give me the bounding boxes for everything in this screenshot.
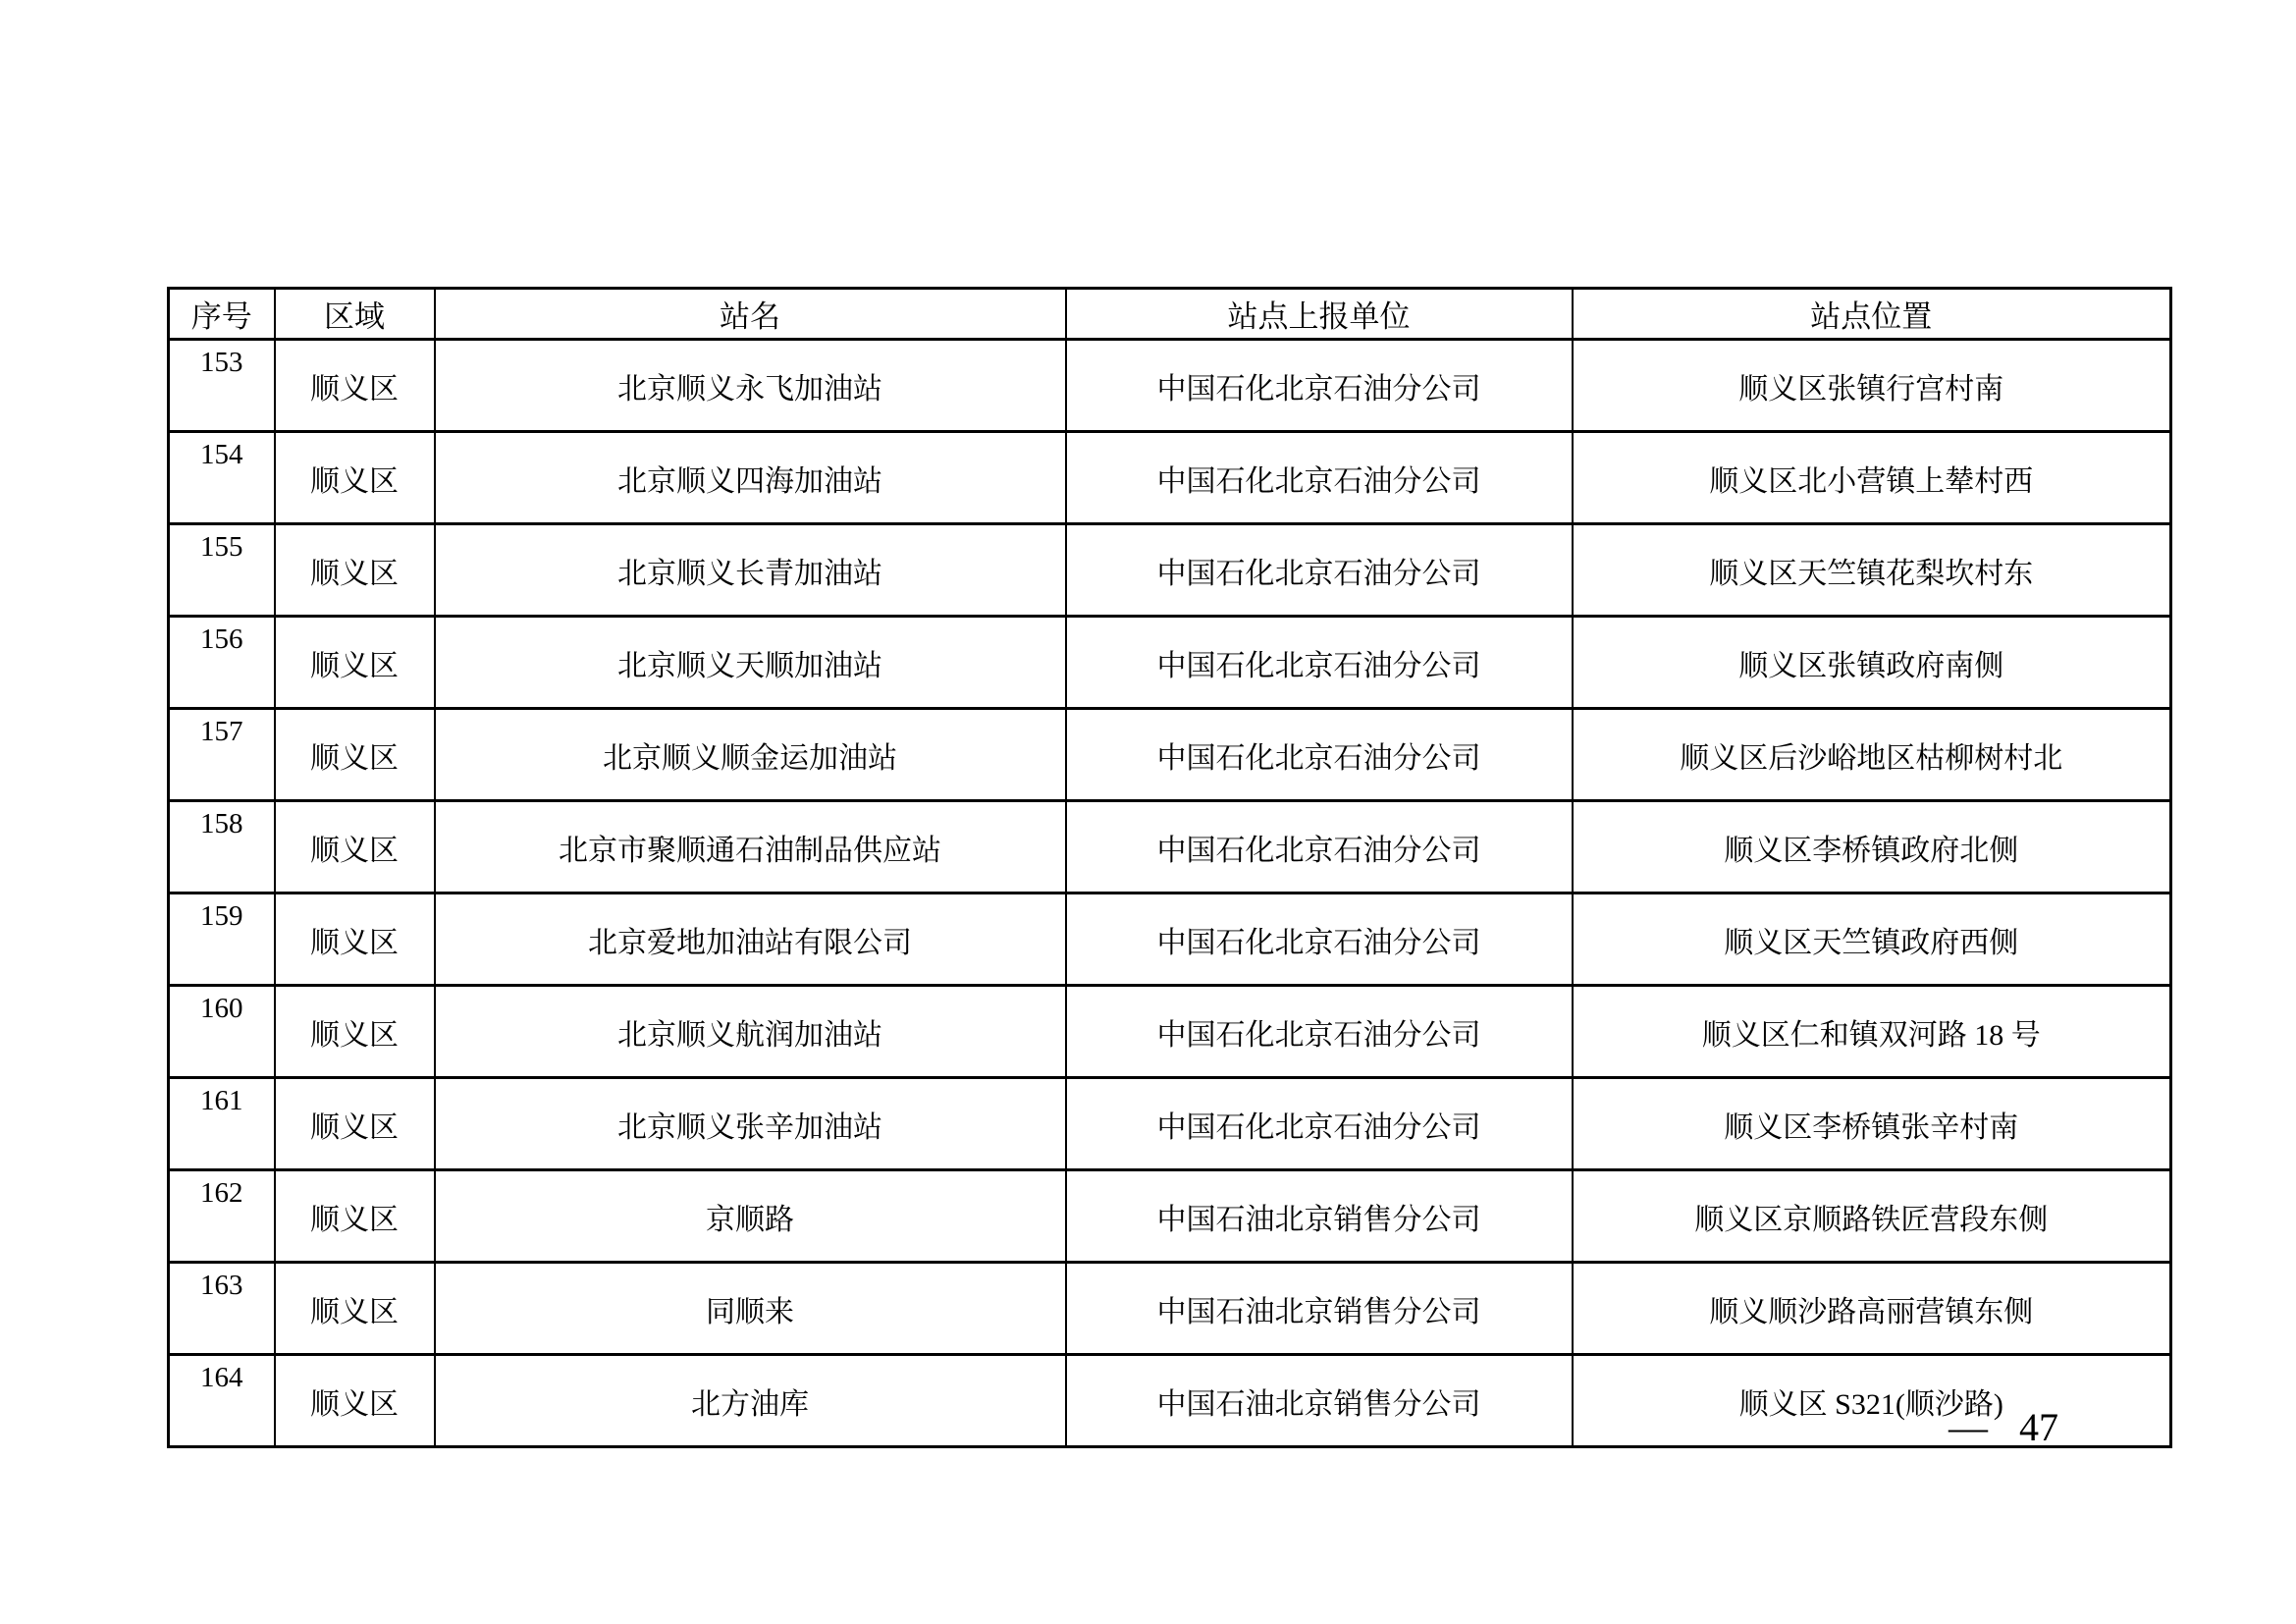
- column-header-station-name: 站名: [435, 289, 1066, 340]
- cell-region: 顺义区: [275, 1355, 435, 1447]
- cell-region: 顺义区: [275, 432, 435, 524]
- cell-location: 顺义区天竺镇政府西侧: [1573, 893, 2171, 986]
- page-number: — 47: [1949, 1405, 2058, 1449]
- cell-region: 顺义区: [275, 893, 435, 986]
- cell-serial: 157: [169, 709, 275, 801]
- cell-region: 顺义区: [275, 340, 435, 432]
- cell-region: 顺义区: [275, 1170, 435, 1263]
- table-row: [169, 524, 2171, 617]
- cell-serial: 153: [169, 340, 275, 432]
- cell-reporting-unit: 中国石化北京石油分公司: [1066, 986, 1573, 1078]
- cell-reporting-unit: 中国石化北京石油分公司: [1066, 524, 1573, 617]
- table-row: [169, 893, 2171, 986]
- stations-table: [167, 287, 2172, 1448]
- cell-reporting-unit: 中国石化北京石油分公司: [1066, 709, 1573, 801]
- column-header-serial: 序号: [169, 289, 275, 340]
- table-body: [169, 340, 2171, 1447]
- cell-reporting-unit: 中国石化北京石油分公司: [1066, 893, 1573, 986]
- cell-region: 顺义区: [275, 617, 435, 709]
- cell-station-name: 北京爱地加油站有限公司: [435, 893, 1066, 986]
- cell-serial: 158: [169, 801, 275, 893]
- cell-serial: 162: [169, 1170, 275, 1263]
- cell-location: 顺义区北小营镇上辇村西: [1573, 432, 2171, 524]
- table-row: [169, 340, 2171, 432]
- cell-station-name: 北京顺义天顺加油站: [435, 617, 1066, 709]
- cell-station-name: 北方油库: [435, 1355, 1066, 1447]
- cell-serial: 161: [169, 1078, 275, 1170]
- cell-serial: 163: [169, 1263, 275, 1355]
- cell-station-name: 北京市聚顺通石油制品供应站: [435, 801, 1066, 893]
- cell-region: 顺义区: [275, 1078, 435, 1170]
- cell-reporting-unit: 中国石油北京销售分公司: [1066, 1355, 1573, 1447]
- cell-location: 顺义区张镇政府南侧: [1573, 617, 2171, 709]
- cell-reporting-unit: 中国石化北京石油分公司: [1066, 801, 1573, 893]
- cell-reporting-unit: 中国石化北京石油分公司: [1066, 617, 1573, 709]
- table-row: [169, 1263, 2171, 1355]
- cell-region: 顺义区: [275, 709, 435, 801]
- table-row: [169, 986, 2171, 1078]
- cell-location: 顺义区 S321(顺沙路): [1573, 1355, 2171, 1447]
- cell-station-name: 北京顺义张辛加油站: [435, 1078, 1066, 1170]
- table-header-row: [169, 289, 2171, 340]
- cell-location: 顺义区李桥镇政府北侧: [1573, 801, 2171, 893]
- cell-location: 顺义区天竺镇花梨坎村东: [1573, 524, 2171, 617]
- cell-serial: 154: [169, 432, 275, 524]
- table-row: [169, 432, 2171, 524]
- cell-location: 顺义区张镇行宫村南: [1573, 340, 2171, 432]
- cell-station-name: 北京顺义航润加油站: [435, 986, 1066, 1078]
- cell-station-name: 北京顺义长青加油站: [435, 524, 1066, 617]
- column-header-reporting-unit: 站点上报单位: [1066, 289, 1573, 340]
- cell-station-name: 北京顺义永飞加油站: [435, 340, 1066, 432]
- table-row: [169, 801, 2171, 893]
- cell-station-name: 北京顺义四海加油站: [435, 432, 1066, 524]
- cell-station-name: 同顺来: [435, 1263, 1066, 1355]
- cell-serial: 159: [169, 893, 275, 986]
- cell-location: 顺义区仁和镇双河路 18 号: [1573, 986, 2171, 1078]
- cell-region: 顺义区: [275, 986, 435, 1078]
- cell-station-name: 北京顺义顺金运加油站: [435, 709, 1066, 801]
- cell-reporting-unit: 中国石油北京销售分公司: [1066, 1170, 1573, 1263]
- cell-reporting-unit: 中国石化北京石油分公司: [1066, 432, 1573, 524]
- table-row: [169, 1078, 2171, 1170]
- table-row: [169, 709, 2171, 801]
- cell-serial: 160: [169, 986, 275, 1078]
- column-header-location: 站点位置: [1573, 289, 2171, 340]
- cell-region: 顺义区: [275, 524, 435, 617]
- table-row: [169, 1170, 2171, 1263]
- cell-reporting-unit: 中国石油北京销售分公司: [1066, 1263, 1573, 1355]
- cell-serial: 164: [169, 1355, 275, 1447]
- cell-station-name: 京顺路: [435, 1170, 1066, 1263]
- cell-location: 顺义区京顺路铁匠营段东侧: [1573, 1170, 2171, 1263]
- cell-serial: 155: [169, 524, 275, 617]
- cell-location: 顺义区后沙峪地区枯柳树村北: [1573, 709, 2171, 801]
- table-row: [169, 617, 2171, 709]
- cell-reporting-unit: 中国石化北京石油分公司: [1066, 1078, 1573, 1170]
- cell-serial: 156: [169, 617, 275, 709]
- cell-reporting-unit: 中国石化北京石油分公司: [1066, 340, 1573, 432]
- table-row: [169, 1355, 2171, 1447]
- cell-location: 顺义区李桥镇张辛村南: [1573, 1078, 2171, 1170]
- cell-location: 顺义顺沙路高丽营镇东侧: [1573, 1263, 2171, 1355]
- cell-region: 顺义区: [275, 1263, 435, 1355]
- column-header-region: 区域: [275, 289, 435, 340]
- cell-region: 顺义区: [275, 801, 435, 893]
